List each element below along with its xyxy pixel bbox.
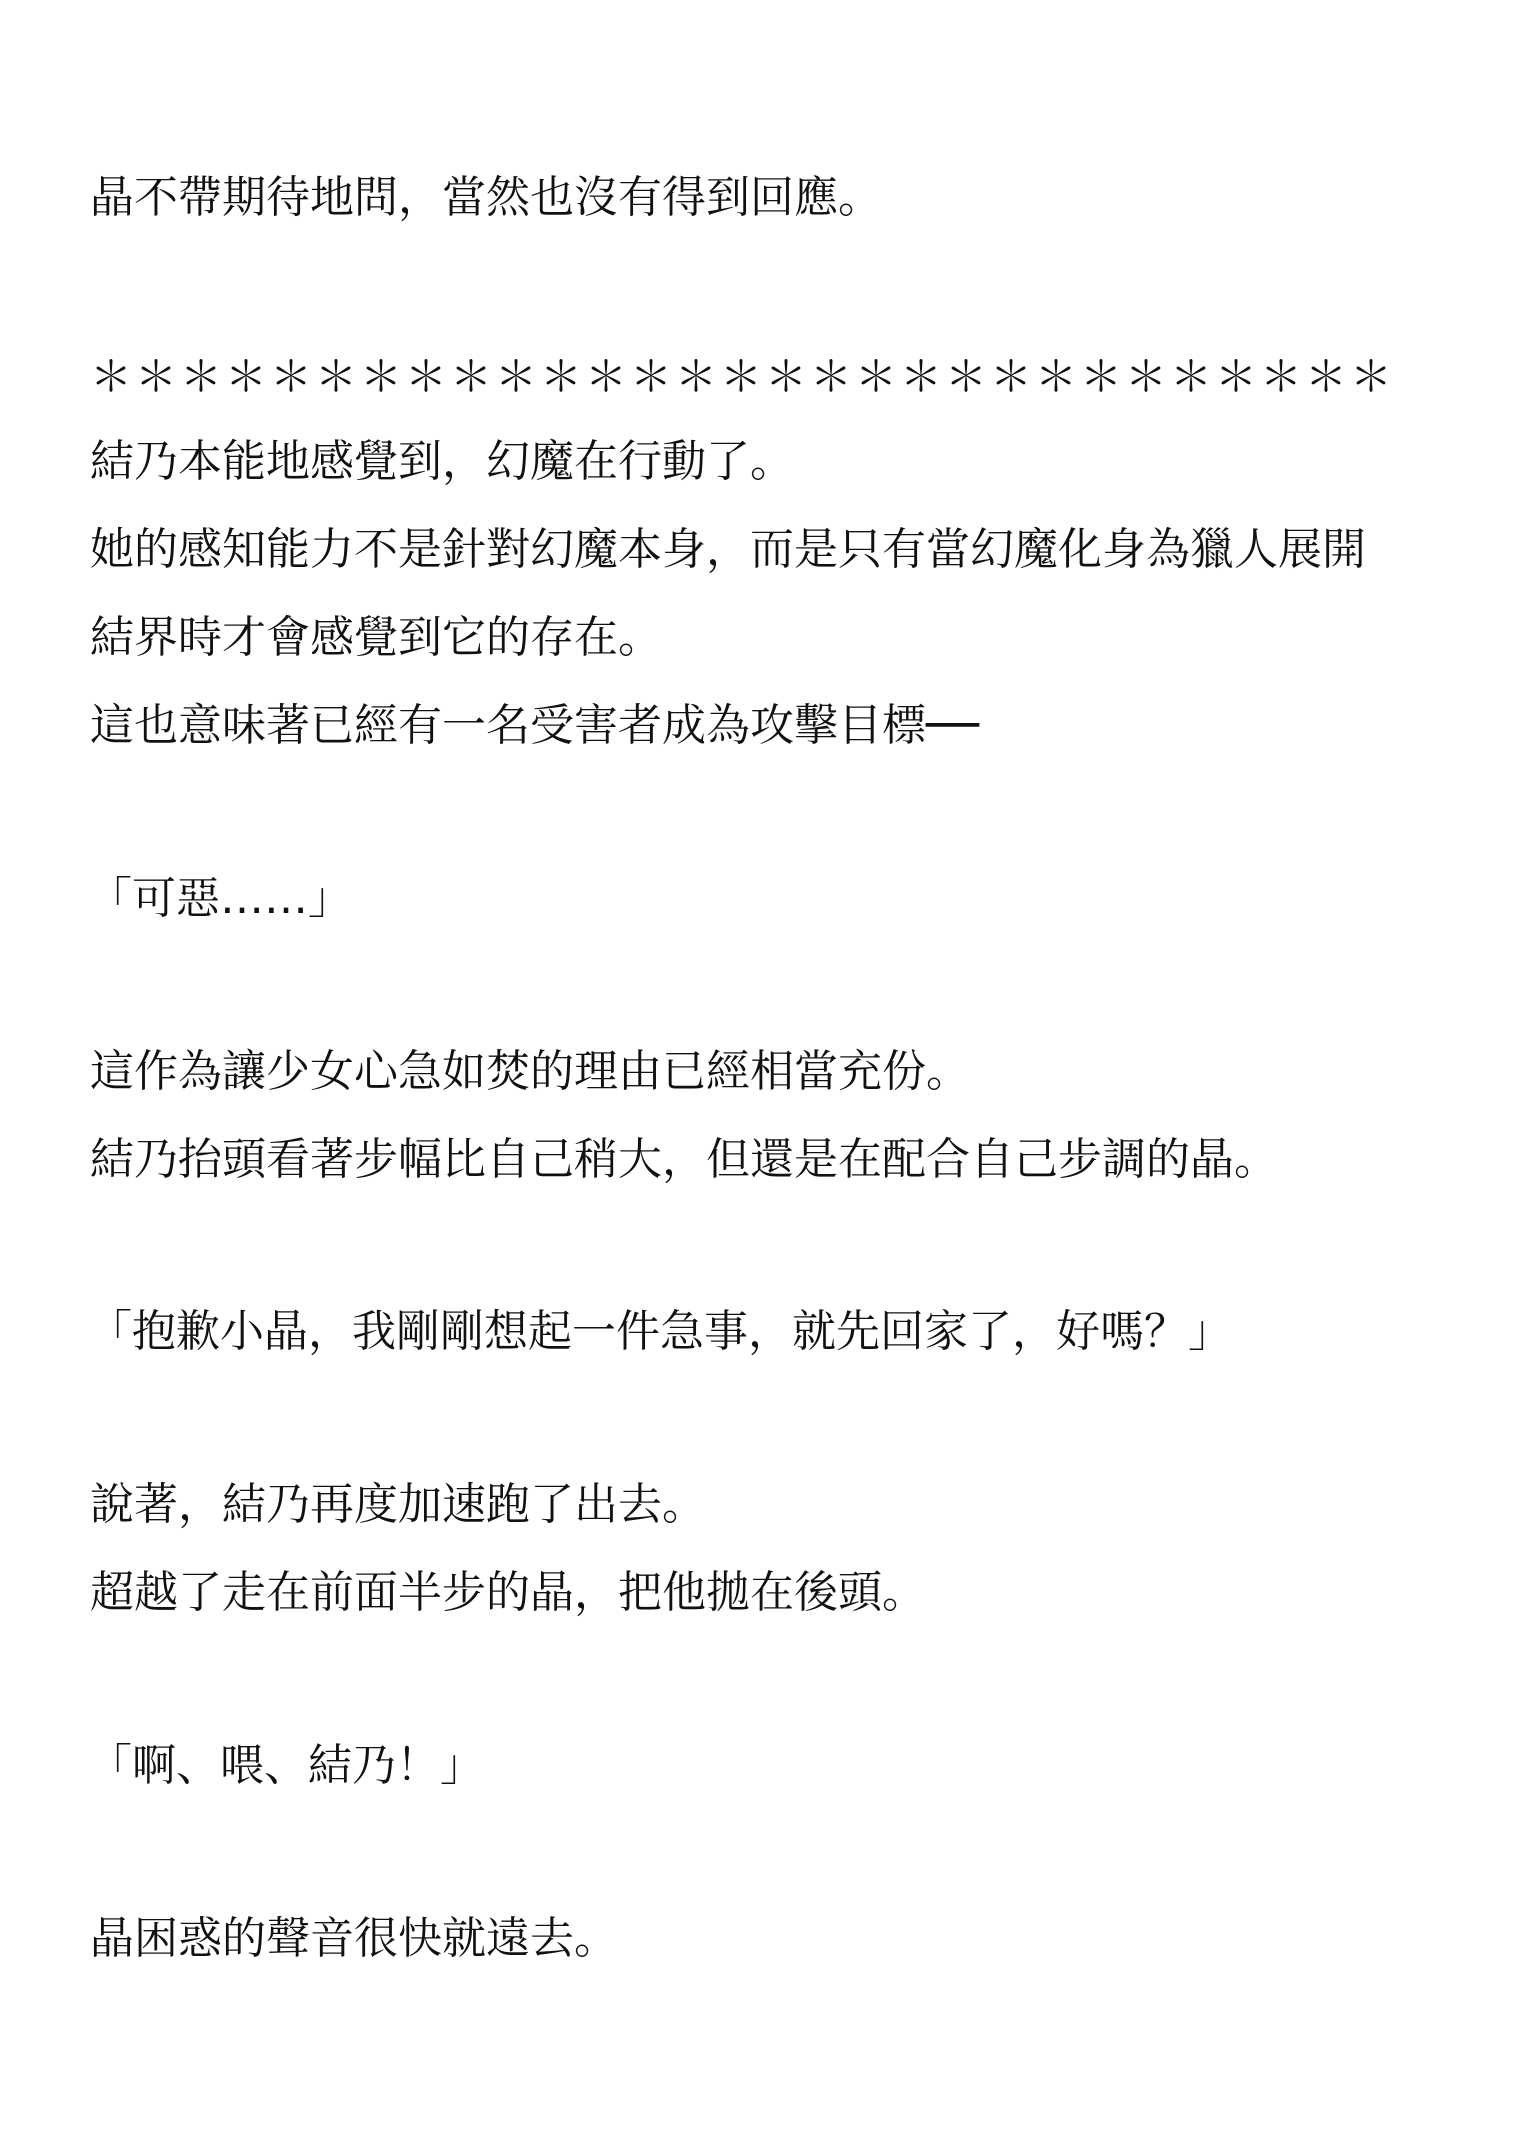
paragraph-line: 晶不帶期待地問，當然也沒有得到回應。 bbox=[90, 172, 882, 223]
paragraph-line: 她的感知能力不是針對幻魔本身，而是只有當幻魔化身為獵人展開 bbox=[90, 524, 1366, 575]
paragraph-line: 超越了走在前面半步的晶，把他拋在後頭。 bbox=[90, 1567, 926, 1618]
paragraph-line: 這作為讓少女心急如焚的理由已經相當充份。 bbox=[90, 1046, 970, 1097]
scene-break-asterisks: ＊＊＊＊＊＊＊＊＊＊＊＊＊＊＊＊＊＊＊＊＊＊＊＊＊＊＊＊＊ bbox=[90, 352, 1396, 401]
paragraph-line: 這也意味著已經有一名受害者成為攻擊目標── bbox=[90, 700, 979, 751]
dialogue-line: 「抱歉小晶，我剛剛想起一件急事，就先回家了，好嗎？」 bbox=[88, 1306, 1232, 1357]
paragraph-line: 說著，結乃再度加速跑了出去。 bbox=[90, 1479, 706, 1530]
paragraph-line: 結乃本能地感覺到，幻魔在行動了。 bbox=[90, 436, 794, 487]
paragraph-line: 結乃抬頭看著步幅比自己稍大，但還是在配合自己步調的晶。 bbox=[90, 1134, 1278, 1185]
paragraph-line: 晶困惑的聲音很快就遠去。 bbox=[90, 1913, 618, 1964]
dialogue-line: 「可惡……」 bbox=[88, 873, 352, 924]
paragraph-line: 結界時才會感覺到它的存在。 bbox=[90, 612, 662, 663]
dialogue-line: 「啊、喂、結乃！」 bbox=[88, 1740, 484, 1791]
